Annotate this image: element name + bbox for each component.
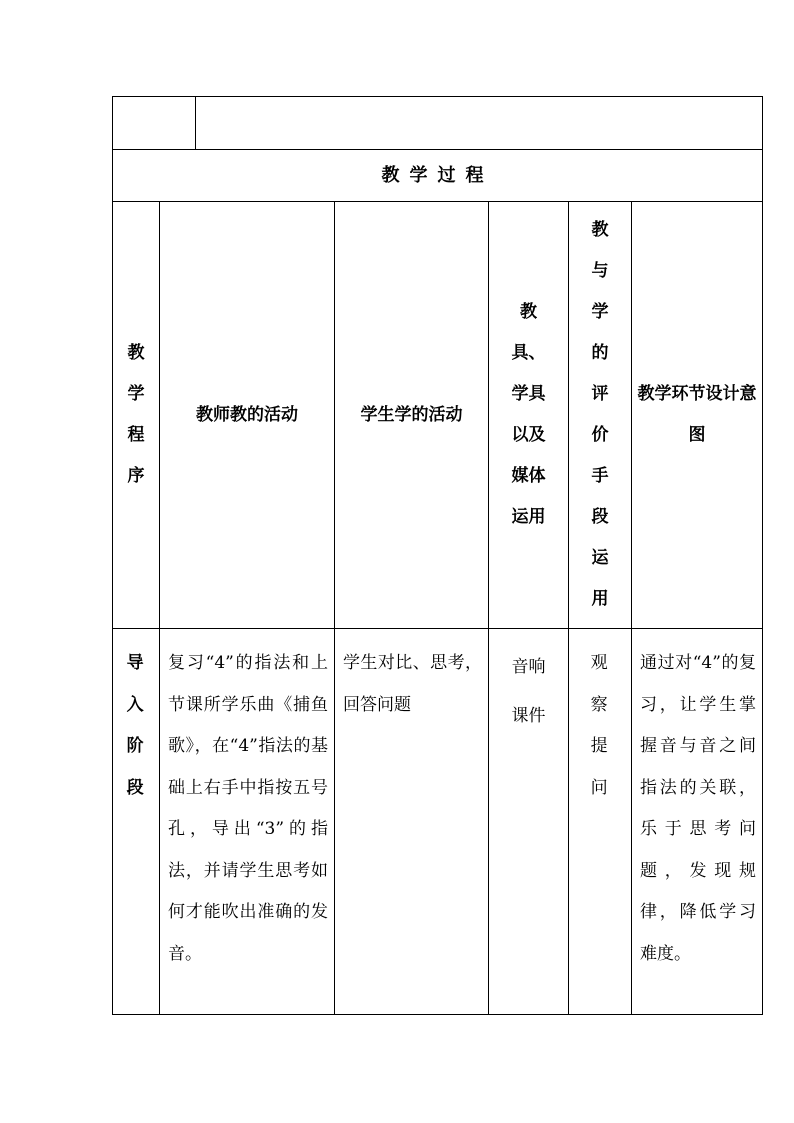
table-title-row bbox=[113, 150, 763, 202]
table-title: 教学过程 bbox=[381, 164, 494, 186]
top-right-blank-cell bbox=[196, 97, 763, 150]
table-title-cell bbox=[113, 150, 763, 202]
row-design-intent: 通过对“4”的复习，让学生掌握音与音之间指法的关联，乐于思考问题，发现规律，降低学习难度。 bbox=[640, 653, 757, 964]
row-student-activity-cell bbox=[335, 629, 489, 1015]
table-header-row bbox=[113, 202, 763, 629]
header-design-intent: 教学环节设计意图 bbox=[637, 384, 757, 445]
top-left-blank-cell bbox=[113, 97, 196, 150]
row-teacher-activity: 复习“4”的指法和上节课所学乐曲《捕鱼歌》，在“4”指法的基础上右手中指按五号孔，导出“3”的指法，并请学生思考如何才能吹出准确的发音。 bbox=[168, 653, 328, 964]
row-design-intent-cell bbox=[632, 629, 763, 1015]
row-student-activity: 学生对比、思考，回答问题 bbox=[343, 653, 482, 715]
row-program: 导入阶段 bbox=[126, 653, 144, 798]
header-teacher-activity-cell bbox=[160, 202, 335, 629]
header-student-activity-cell bbox=[335, 202, 489, 629]
table-row bbox=[113, 629, 763, 1015]
table-top-row bbox=[113, 97, 763, 150]
row-evaluation: 观察提问 bbox=[590, 653, 608, 798]
header-student-activity: 学生学的活动 bbox=[360, 404, 463, 425]
row-program-cell bbox=[113, 629, 160, 1015]
row-tools-media: 音响课件 bbox=[511, 657, 546, 726]
row-tools-media-cell bbox=[489, 629, 569, 1015]
teaching-process-table bbox=[112, 96, 763, 1015]
header-program-cell bbox=[113, 202, 160, 629]
header-program: 教学程序 bbox=[127, 343, 145, 486]
header-tools-media: 教具、学具以及媒体运用 bbox=[511, 302, 546, 527]
row-teacher-activity-cell bbox=[160, 629, 335, 1015]
header-evaluation-cell bbox=[569, 202, 632, 629]
header-teacher-activity: 教师教的活动 bbox=[196, 404, 298, 425]
header-tools-media-cell bbox=[489, 202, 569, 629]
header-evaluation: 教与学的评价手段运用 bbox=[591, 220, 609, 609]
header-design-intent-cell bbox=[632, 202, 763, 629]
row-evaluation-cell bbox=[569, 629, 632, 1015]
